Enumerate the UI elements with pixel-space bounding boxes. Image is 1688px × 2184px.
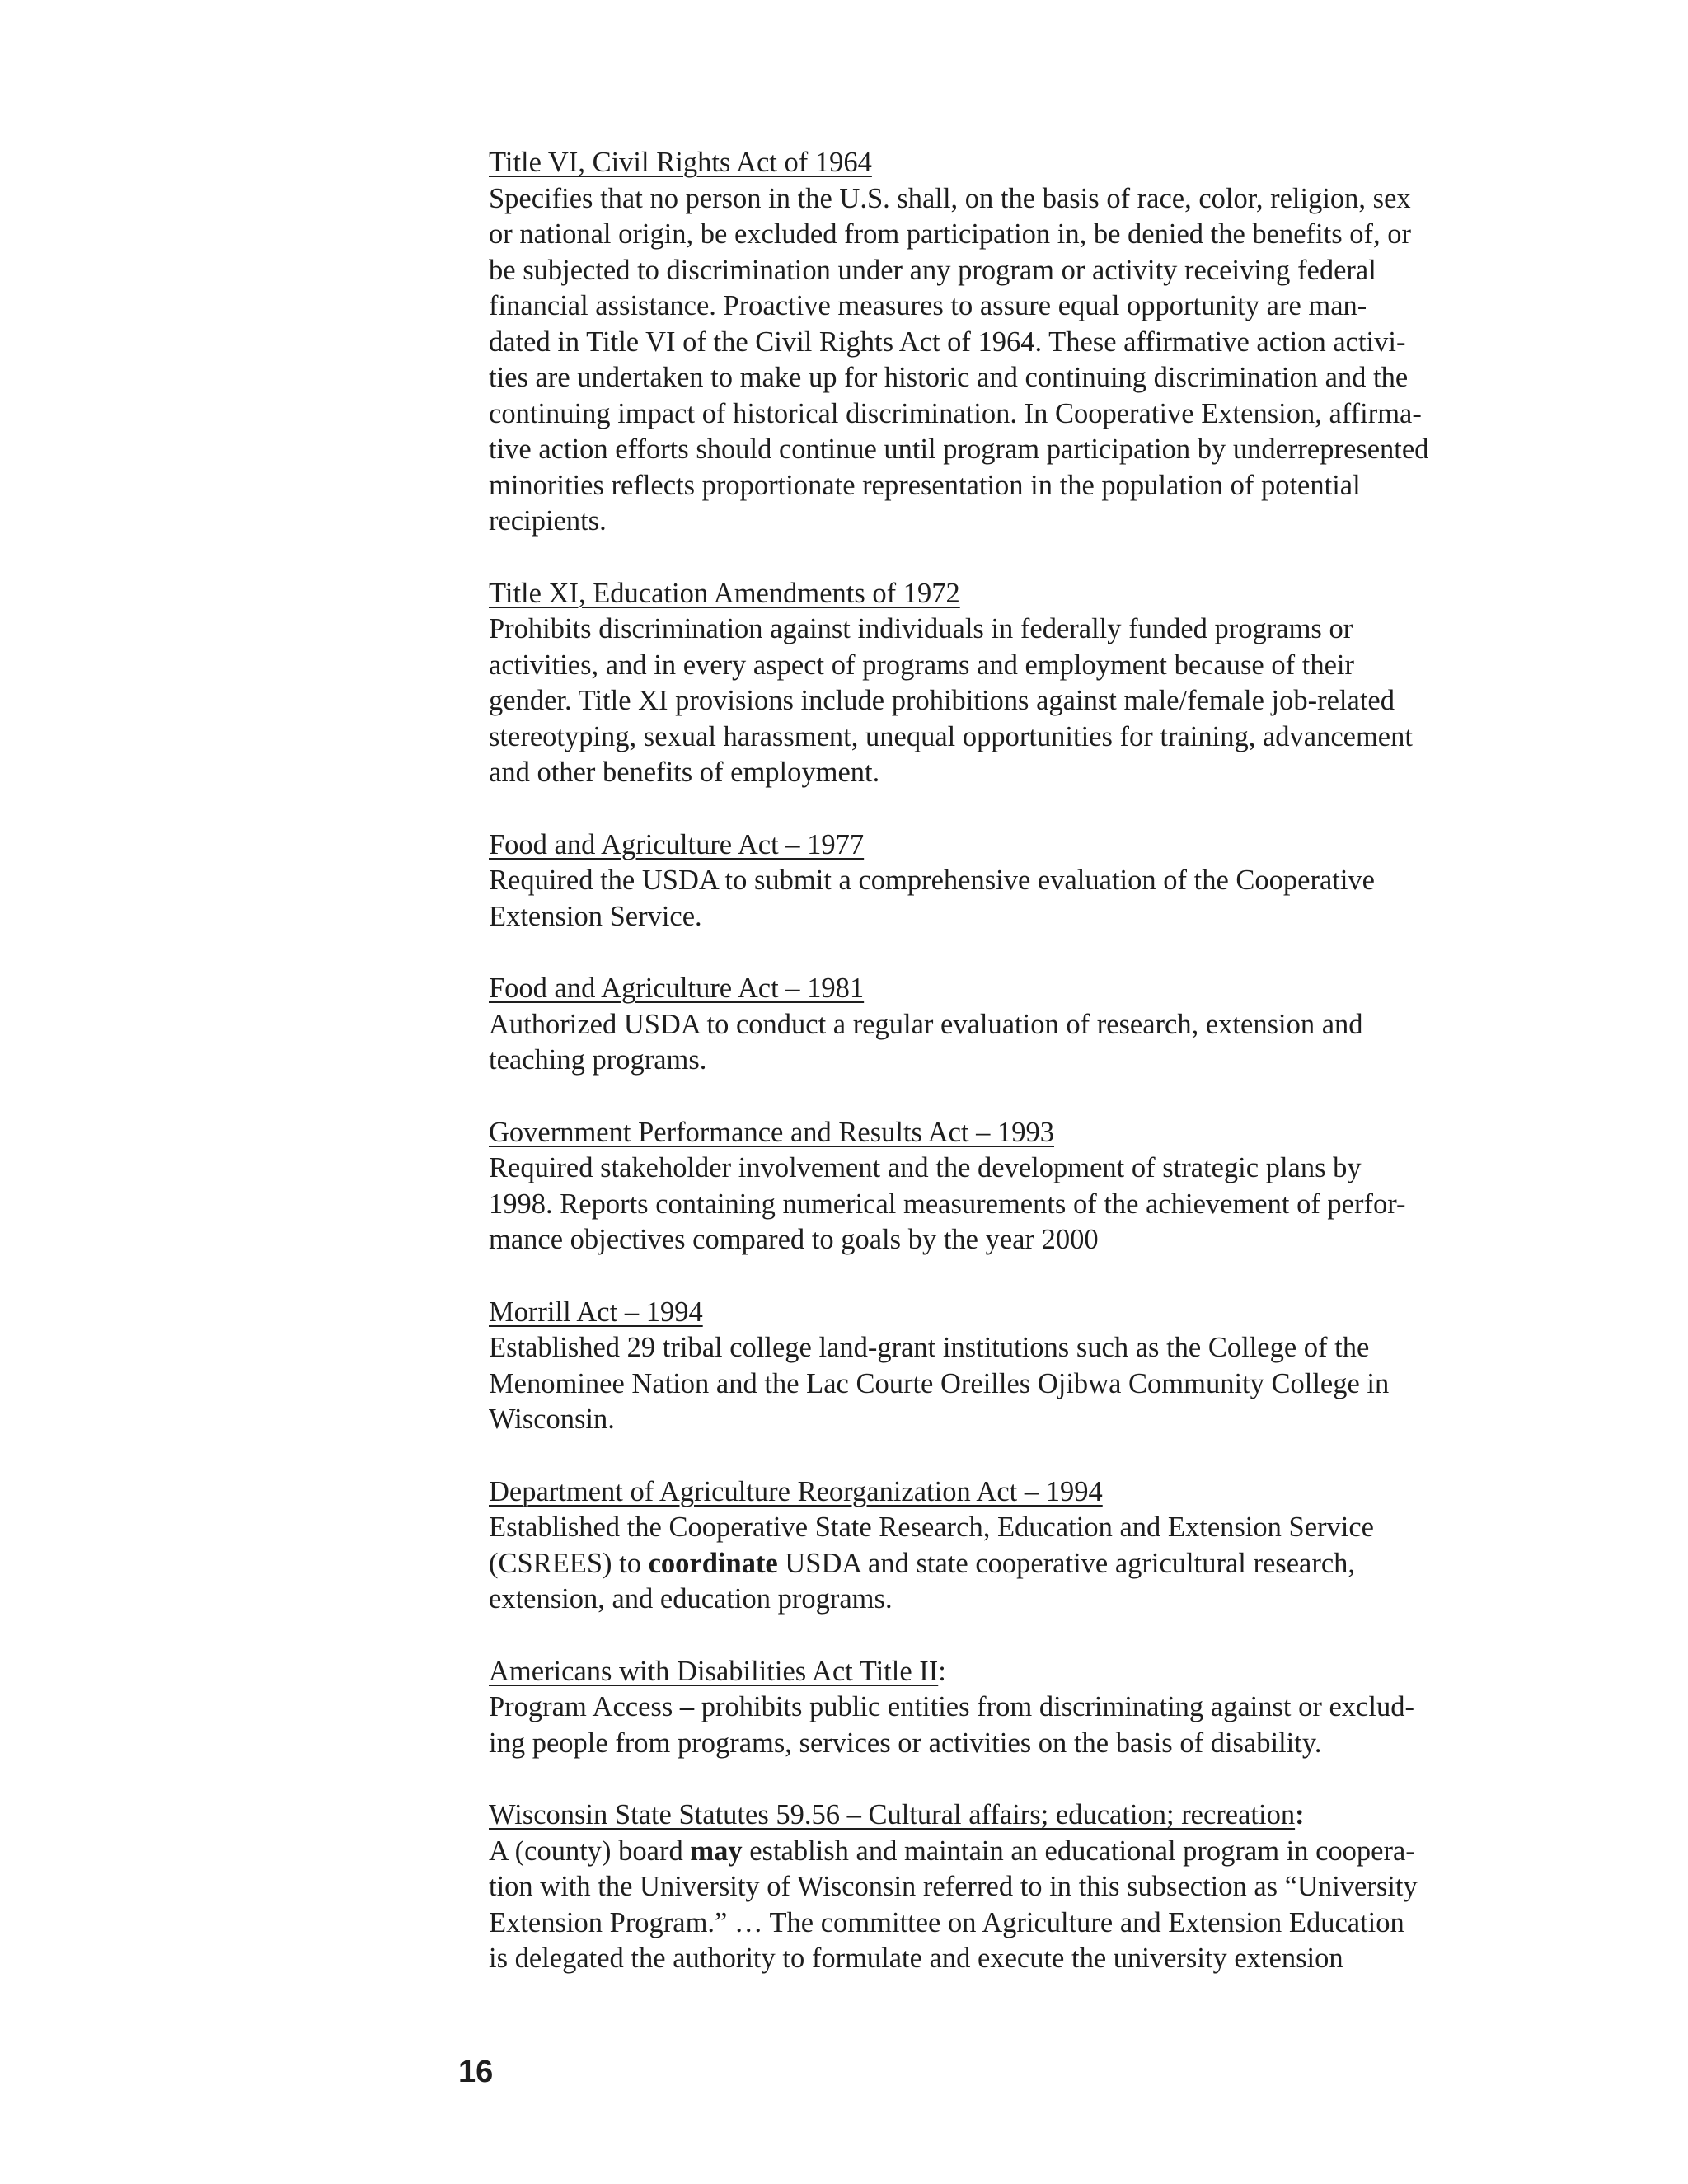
statute-section [489,1797,1478,1977]
statute-section [489,1654,1478,1762]
text-run: A (county) board [489,1835,691,1867]
section-body [489,1834,1478,1977]
body-line [489,1151,1478,1187]
body-line [489,325,1478,361]
statute-section [489,145,1478,540]
body-line [489,1690,1478,1726]
body-line [489,683,1478,719]
text-run: tive action efforts should continue until program participation by underrepresented [489,434,1429,465]
statute-section [489,1474,1478,1618]
section-heading-text: Food and Agriculture Act – 1977 [489,828,865,860]
section-heading-text: Food and Agriculture Act – 1981 [489,972,865,1004]
body-line [489,432,1478,468]
statute-section [489,971,1478,1079]
section-body [489,1690,1478,1761]
text-run: ties are undertaken to make up for historic and continuing discrimination and the [489,362,1409,393]
section-heading [489,1295,1478,1331]
text-run: Established the Cooperative State Research, Education and Extension Service [489,1511,1374,1543]
emphasis-text: may [690,1835,743,1867]
body-line [489,288,1478,325]
section-heading [489,1474,1478,1511]
text-run: be subjected to discrimination under any program or activity receiving federal [489,254,1376,286]
section-heading-text: Morrill Act – 1994 [489,1296,703,1328]
section-heading [489,1797,1478,1834]
text-run: Prohibits discrimination against individuals in federally funded programs or [489,613,1353,644]
section-body [489,181,1478,540]
text-run: Wisconsin. [489,1404,615,1435]
body-line [489,217,1478,253]
text-run: establish and maintain an educational program in coopera- [742,1835,1415,1867]
text-run: (CSREES) to [489,1547,649,1579]
section-body [489,1151,1478,1258]
text-run: continuing impact of historical discrimination. In Cooperative Extension, affirma- [489,397,1422,429]
section-heading-text: Department of Agriculture Reorganization Act – 1994 [489,1475,1103,1507]
section-heading-text: Americans with Disabilities Act Title II [489,1655,939,1687]
text-run: Extension Service. [489,900,702,932]
body-line [489,1402,1478,1438]
text-run: teaching programs. [489,1044,707,1076]
body-line [489,181,1478,218]
body-line [489,1834,1478,1870]
text-run: Required stakeholder involvement and the development of strategic plans by [489,1152,1362,1183]
body-line [489,1366,1478,1403]
body-line [489,863,1478,899]
text-run: USDA and state cooperative agricultural research, [777,1547,1356,1579]
body-line [489,719,1478,756]
body-line [489,1043,1478,1079]
section-heading-text: Government Performance and Results Act – 1993 [489,1116,1055,1148]
section-body [489,1330,1478,1438]
section-heading-suffix: : [1295,1799,1305,1830]
text-run: minorities reflects proportionate representation in the population of potential [489,469,1361,501]
body-line [489,1330,1478,1366]
section-heading [489,576,1478,612]
text-run: Specifies that no person in the U.S. shall, on the basis of race, color, religion, sex [489,182,1411,214]
body-line [489,1546,1478,1582]
text-run: ing people from programs, services or activities on the basis of disability. [489,1727,1322,1759]
body-line [489,755,1478,791]
text-run: Authorized USDA to conduct a regular evaluation of research, extension and [489,1008,1363,1040]
text-run: tion with the University of Wisconsin referred to in this subsection as “University [489,1871,1418,1902]
emphasis-text: – [679,1691,695,1722]
section-body [489,1007,1478,1079]
statute-section [489,827,1478,935]
document-body [489,145,1478,2013]
text-run: Established 29 tribal college land-grant institutions such as the College of the [489,1332,1370,1363]
text-run: stereotyping, sexual harassment, unequal opportunities for training, advancement [489,720,1413,752]
body-line [489,1510,1478,1546]
section-body [489,612,1478,791]
section-body [489,1510,1478,1618]
text-run: or national origin, be excluded from participation in, be denied the benefits of, or [489,218,1411,250]
text-run: and other benefits of employment. [489,757,880,788]
text-run: activities, and in every aspect of programs and employment because of their [489,649,1354,681]
text-run: mance objectives compared to goals by the year 2000 [489,1224,1099,1255]
body-line [489,899,1478,935]
body-line [489,253,1478,289]
statute-section [489,1295,1478,1438]
body-line [489,1726,1478,1762]
section-heading [489,1654,1478,1690]
body-line [489,648,1478,684]
text-run: dated in Title VI of the Civil Rights Act of 1964. These affirmative action activi- [489,326,1406,358]
body-line [489,1905,1478,1942]
body-line [489,1187,1478,1223]
section-body [489,863,1478,935]
text-run: extension, and education programs. [489,1583,893,1615]
section-heading [489,145,1478,181]
section-heading [489,971,1478,1007]
body-line [489,504,1478,540]
section-heading-text: Wisconsin State Statutes 59.56 – Cultural affairs; education; recreation [489,1799,1296,1830]
body-line [489,1869,1478,1905]
body-line [489,360,1478,396]
statute-section [489,576,1478,791]
body-line [489,468,1478,504]
text-run: Required the USDA to submit a comprehensive evaluation of the Cooperative [489,865,1375,896]
text-run: gender. Title XI provisions include prohibitions against male/female job-related [489,685,1395,716]
section-heading-text: Title VI, Civil Rights Act of 1964 [489,147,872,178]
body-line [489,1582,1478,1618]
text-run: recipients. [489,505,607,537]
text-run: financial assistance. Proactive measures to assure equal opportunity are man- [489,290,1367,321]
body-line [489,396,1478,433]
statute-section [489,1115,1478,1258]
text-run: Menominee Nation and the Lac Courte Oreilles Ojibwa Community College in [489,1367,1390,1399]
section-heading-suffix: : [938,1655,946,1687]
text-run: prohibits public entities from discriminating against or exclud- [694,1691,1414,1722]
text-run: 1998. Reports containing numerical measurements of the achievement of perfor- [489,1188,1406,1220]
section-heading [489,827,1478,864]
body-line [489,612,1478,648]
body-line [489,1007,1478,1043]
page-number: 16 [458,2055,494,2089]
emphasis-text: coordinate [648,1547,778,1579]
text-run: Extension Program.” … The committee on Agriculture and Extension Education [489,1906,1404,1938]
text-run: Program Access [489,1691,680,1722]
section-heading-text: Title XI, Education Amendments of 1972 [489,577,960,609]
text-run: is delegated the authority to formulate and execute the university extension [489,1943,1343,1974]
body-line [489,1222,1478,1258]
section-heading [489,1115,1478,1151]
body-line [489,1941,1478,1977]
